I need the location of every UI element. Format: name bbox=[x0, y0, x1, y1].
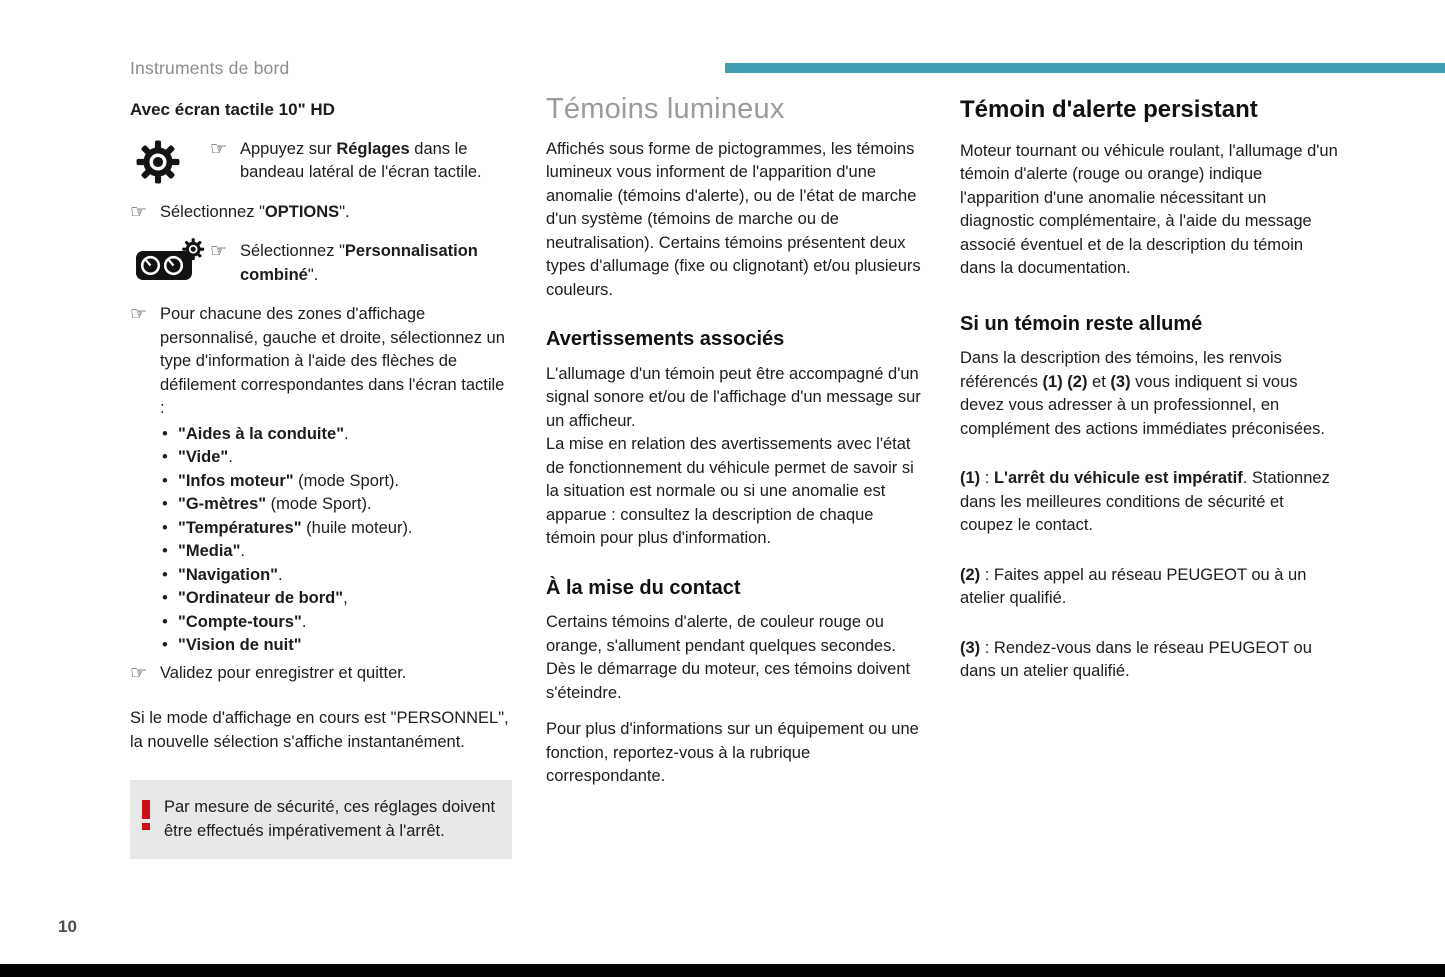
pointer-hand-icon: ☞ bbox=[130, 662, 148, 684]
instrument-cluster-personalization-icon bbox=[136, 238, 206, 282]
right-title: Témoin d'alerte persistant bbox=[960, 96, 1258, 123]
list-item: • "Infos moteur" (mode Sport). bbox=[160, 470, 512, 494]
step-text: Validez pour enregistrer et quitter. bbox=[160, 663, 407, 682]
safety-warning-box bbox=[130, 780, 512, 859]
list-item: • "Ordinateur de bord", bbox=[160, 587, 512, 611]
bottom-black-bar bbox=[0, 964, 1445, 977]
pointer-hand-icon: ☞ bbox=[130, 201, 148, 223]
paragraph: Affichés sous forme de pictogrammes, les témoins lumineux vous informent de l'apparition d'une anomalie (témoins d'alerte), ou de l'état de marche d'un système (témoins de marche ou de neutralisation). Certains témoins présentent deux types d'allumage (fixe ou clignotant) et/ou plusieurs couleurs. bbox=[546, 139, 921, 299]
icon-cell bbox=[130, 138, 210, 184]
instruction-step-options bbox=[130, 201, 512, 225]
page-header bbox=[130, 58, 1445, 84]
list-item: • "Compte-tours". bbox=[160, 611, 512, 635]
step-text: Sélectionnez "Personnalisation combiné". bbox=[240, 242, 478, 284]
list-item: • "Températures" (huile moteur). bbox=[160, 517, 512, 541]
paragraph: Pour plus d'informations sur un équipement ou une fonction, reportez-vous à la rubrique correspondante. bbox=[546, 720, 919, 785]
instruction-step-zones bbox=[130, 303, 512, 658]
instruction-step-validez bbox=[130, 662, 512, 686]
header-accent-bar bbox=[725, 63, 1445, 73]
list-item: • "Vide". bbox=[160, 446, 512, 470]
paragraph: Dans la description des témoins, les renvois référencés (1) (2) et (3) vous indiquent si vous devez vous adresser à un professionnel, en complément des actions immédiates préconisées. bbox=[960, 349, 1326, 438]
exclamation-icon bbox=[142, 796, 152, 830]
column-right bbox=[960, 98, 1340, 859]
paragraph: Moteur tournant ou véhicule roulant, l'allumage d'un témoin d'alerte (rouge ou orange) indique l'apparition d'une anomalie nécessitant un diagnostic complémentaire, à l'aide du message associé éventuel et de la description du témoin dans la documentation. bbox=[960, 141, 1338, 277]
column-left bbox=[130, 98, 512, 859]
column-middle bbox=[546, 93, 926, 859]
paragraph: La mise en relation des avertissements avec l'état de fonctionnement du véhicule permet de savoir si la situation est normale ou si une anomalie est apparue : consultez la description de chaque témoin pour plus d'information. bbox=[546, 435, 914, 547]
instrument-cluster-icon bbox=[136, 238, 206, 282]
heading-temoin-reste-allume: Si un témoin reste allumé bbox=[960, 312, 1203, 335]
icon-cell bbox=[130, 240, 210, 282]
list-item: • "Media". bbox=[160, 540, 512, 564]
instruction-step-personnalisation bbox=[130, 240, 512, 287]
list-item: • "Navigation". bbox=[160, 564, 512, 588]
step-text: Pour chacune des zones d'affichage personnalisé, gauche et droite, sélectionnez un type d'information à l'aide des flèches de défilement correspondantes dans l'écran tactile : bbox=[160, 305, 505, 417]
instruction-step-reglages bbox=[130, 138, 512, 185]
gear-icon bbox=[136, 140, 180, 184]
pointer-hand-icon: ☞ bbox=[210, 138, 228, 160]
page-number: 10 bbox=[58, 917, 77, 936]
middle-title: Témoins lumineux bbox=[546, 93, 785, 125]
heading-mise-du-contact: À la mise du contact bbox=[546, 576, 741, 599]
list-item: • "Vision de nuit" bbox=[160, 634, 512, 658]
warning-text: Par mesure de sécurité, ces réglages doivent être effectués impérativement à l'arrêt. bbox=[164, 798, 496, 840]
paragraph: Certains témoins d'alerte, de couleur rouge ou orange, s'allument pendant quelques secondes. Dès le démarrage du moteur, ces témoins doivent s'éteindre. bbox=[546, 613, 911, 702]
step-text: Appuyez sur Réglages dans le bandeau latéral de l'écran tactile. bbox=[240, 139, 482, 181]
section-title: Instruments de bord bbox=[130, 58, 290, 78]
list-item: • "Aides à la conduite". bbox=[160, 423, 512, 447]
heading-avertissements: Avertissements associés bbox=[546, 328, 785, 350]
referenced-note-3: (3) : Rendez-vous dans le réseau PEUGEOT ou dans un atelier qualifié. bbox=[960, 638, 1312, 680]
display-options-list bbox=[160, 423, 512, 658]
content-columns bbox=[130, 93, 1340, 859]
pointer-hand-icon: ☞ bbox=[130, 304, 148, 325]
left-column-heading: Avec écran tactile 10" HD bbox=[130, 100, 335, 119]
paragraph: L'allumage d'un témoin peut être accompagné d'un signal sonore et/ou de l'affichage d'un message sur un afficheur. bbox=[546, 364, 921, 430]
personnel-mode-note: Si le mode d'affichage en cours est "PERSONNEL", la nouvelle sélection s'affiche instantanément. bbox=[130, 709, 509, 751]
step-text: Sélectionnez "OPTIONS". bbox=[160, 202, 350, 221]
referenced-note-2: (2) : Faites appel au réseau PEUGEOT ou à un atelier qualifié. bbox=[960, 565, 1307, 607]
pointer-hand-icon: ☞ bbox=[210, 241, 228, 262]
list-item: • "G-mètres" (mode Sport). bbox=[160, 493, 512, 517]
referenced-note-1: (1) : L'arrêt du véhicule est impératif. Stationnez dans les meilleures conditions de sécurité et coupez le contact. bbox=[960, 469, 1330, 534]
